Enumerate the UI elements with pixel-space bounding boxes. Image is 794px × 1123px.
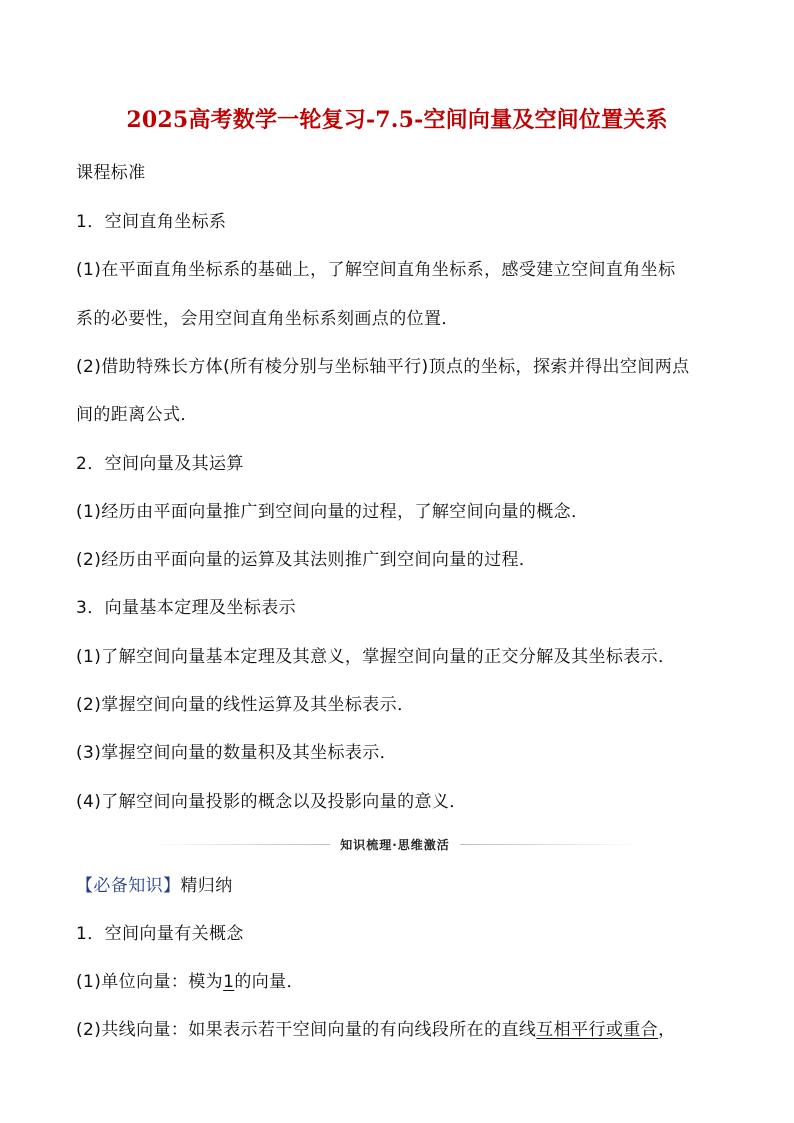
unit-vector-line [76, 970, 304, 994]
unit-vector-prefix: (1)单位向量：模为 [76, 972, 224, 992]
section-2-title: 2．空间向量及其运算 [76, 454, 244, 474]
collinear-vector-line [76, 1018, 676, 1042]
knowledge-bracket-label: 【必备知识】 [76, 876, 181, 896]
section-1-para-1b: 系的必要性，会用空间直角坐标系刻画点的位置． [76, 309, 459, 329]
section-2-para-1: (1)经历由平面向量推广到空间向量的过程，了解空间向量的概念． [76, 502, 589, 522]
section-2-para-2: (2)经历由平面向量的运算及其法则推广到空间向量的过程． [76, 550, 537, 570]
section-1-title: 1．空间直角坐标系 [76, 212, 227, 232]
collinear-answer: 互相平行或重合 [536, 1020, 659, 1040]
divider-rule-right [460, 844, 640, 845]
collinear-suffix: ， [658, 1020, 676, 1040]
section-3-para-3: (3)掌握空间向量的数量积及其坐标表示． [76, 743, 398, 763]
curriculum-heading: 课程标准 [76, 163, 146, 183]
section-1-para-1a: (1)在平面直角坐标系的基础上，了解空间直角坐标系，感受建立空间直角坐标 [76, 260, 676, 280]
unit-vector-answer: 1 [223, 972, 235, 992]
section-3-title: 3．向量基本定理及坐标表示 [76, 598, 297, 618]
knowledge-heading [76, 874, 233, 898]
section-3-para-4: (4)了解空间向量投影的概念以及投影向量的意义． [76, 792, 467, 812]
collinear-prefix: (2)共线向量：如果表示若干空间向量的有向线段所在的直线 [76, 1020, 537, 1040]
section-1-para-2a: (2)借助特殊长方体(所有棱分别与坐标轴平行)顶点的坐标，探索并得出空间两点 [76, 357, 690, 377]
section-3-para-1: (1)了解空间向量基本定理及其意义，掌握空间向量的正交分解及其坐标表示． [76, 647, 676, 667]
page-title: 2025高考数学一轮复习-7.5-空间向量及空间位置关系 [126, 107, 668, 133]
knowledge-1-title: 1．空间向量有关概念 [76, 924, 244, 944]
knowledge-heading-suffix: 精归纳 [180, 876, 233, 896]
section-1-para-2b: 间的距离公式． [76, 405, 198, 425]
section-divider [150, 836, 640, 852]
divider-rule-left [150, 844, 330, 845]
unit-vector-suffix: 的向量． [234, 972, 304, 992]
divider-label: 知识梳理·思维激活 [340, 837, 450, 852]
section-3-para-2: (2)掌握空间向量的线性运算及其坐标表示． [76, 695, 415, 715]
